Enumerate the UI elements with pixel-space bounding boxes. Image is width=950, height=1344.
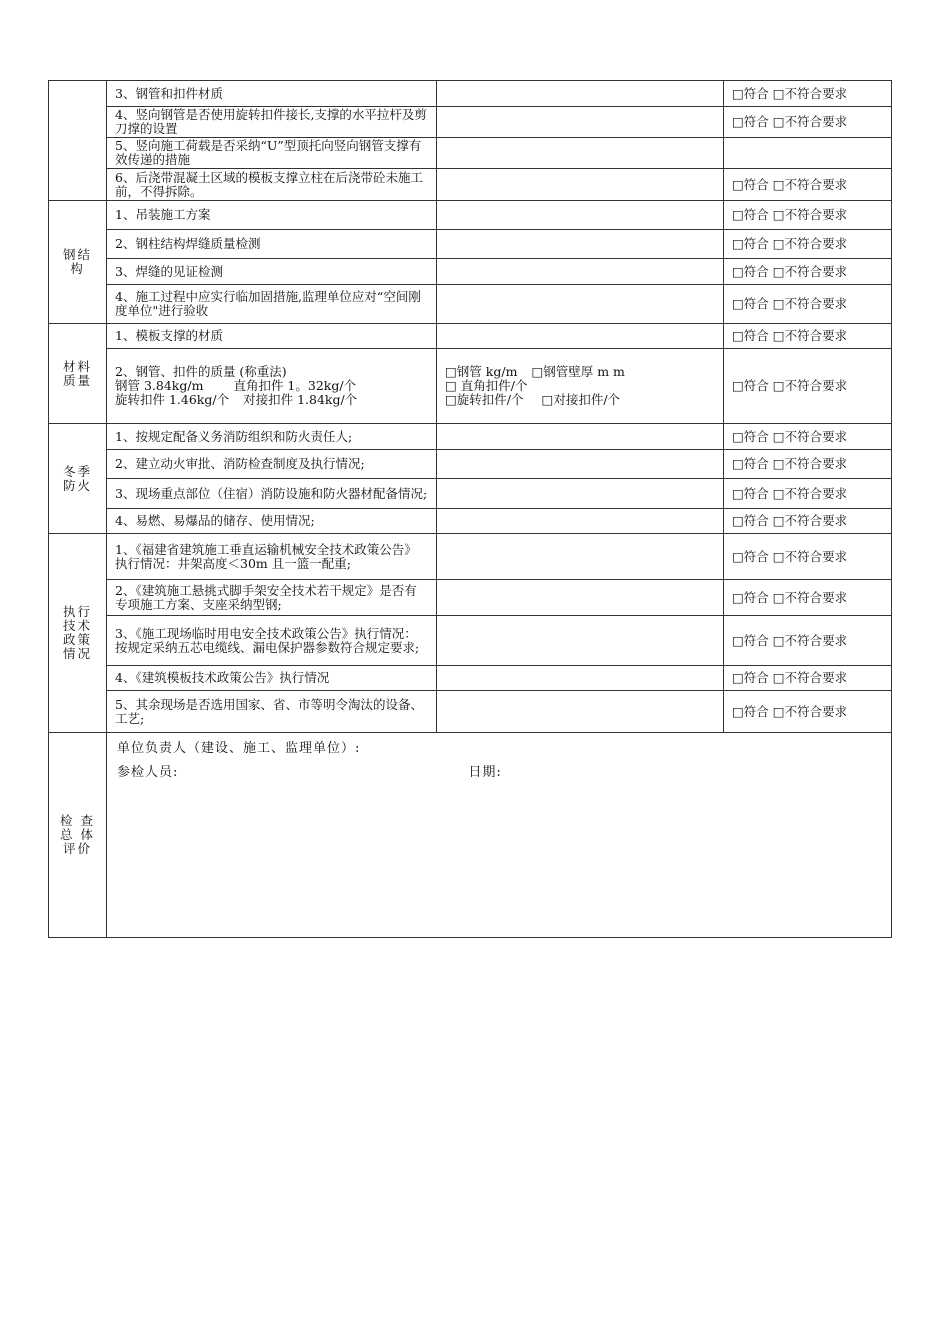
table-row bbox=[49, 259, 892, 285]
item-cell: 4、竖向钢管是否使用旋转扣件接长,支撑的水平拉杆及剪刀撑的设置 bbox=[107, 107, 437, 138]
result-checkbox[interactable]: □符合 □不符合要求 bbox=[724, 285, 892, 324]
item-cell: 5、竖向施工荷载是否采纳“U”型顶托向竖向钢管支撑有效传递的措施 bbox=[107, 138, 437, 169]
record-cell[interactable] bbox=[437, 509, 724, 534]
category-label-steel: 钢结构 bbox=[49, 201, 107, 324]
table-row bbox=[49, 424, 892, 450]
spec-butt-clamp: 对接扣件 1.84kg/个 bbox=[243, 392, 358, 407]
item-cell: 2、建立动火审批、消防检查制度及执行情况; bbox=[107, 450, 437, 479]
weighing-record-cell bbox=[437, 349, 724, 424]
swivel-clamp-checkbox[interactable]: □旋转扣件/个 bbox=[445, 392, 524, 407]
record-cell[interactable] bbox=[437, 580, 724, 616]
result-checkbox[interactable]: □符合 □不符合要求 bbox=[724, 169, 892, 201]
result-checkbox[interactable]: □符合 □不符合要求 bbox=[724, 534, 892, 580]
pipe-thickness-checkbox[interactable]: □钢管壁厚 m m bbox=[531, 364, 625, 379]
spec-swivel-clamp: 旋转扣件 1.46kg/个 bbox=[115, 392, 230, 407]
result-checkbox[interactable]: □符合 □不符合要求 bbox=[724, 616, 892, 666]
record-cell[interactable] bbox=[437, 450, 724, 479]
table-row bbox=[49, 509, 892, 534]
item-cell: 3、现场重点部位（住宿）消防设施和防火器材配备情况; bbox=[107, 479, 437, 509]
result-checkbox[interactable]: □符合 □不符合要求 bbox=[724, 509, 892, 534]
category-label-policy: 执行技术政策情况 bbox=[49, 534, 107, 733]
result-checkbox[interactable]: □符合 □不符合要求 bbox=[724, 580, 892, 616]
table-row bbox=[49, 733, 892, 938]
item-cell: 1、模板支撑的材质 bbox=[107, 324, 437, 349]
item-cell: 2、钢柱结构焊缝质量检测 bbox=[107, 230, 437, 259]
table-row bbox=[49, 349, 892, 424]
overall-evaluation-cell[interactable] bbox=[107, 733, 892, 938]
record-line bbox=[445, 365, 715, 379]
table-row bbox=[49, 201, 892, 230]
result-checkbox[interactable]: □符合 □不符合要求 bbox=[724, 349, 892, 424]
record-cell[interactable] bbox=[437, 81, 724, 107]
result-checkbox[interactable] bbox=[724, 138, 892, 169]
responsible-person-label: 单位负责人（建设、施工、监理单位）: bbox=[117, 741, 361, 756]
butt-clamp-checkbox[interactable]: □对接扣件/个 bbox=[541, 392, 621, 407]
record-cell[interactable] bbox=[437, 534, 724, 580]
item-line bbox=[115, 393, 428, 407]
date-label: 日期: bbox=[468, 765, 502, 780]
result-checkbox[interactable]: □符合 □不符合要求 bbox=[724, 201, 892, 230]
table-row bbox=[49, 534, 892, 580]
item-line bbox=[115, 379, 428, 393]
record-cell[interactable] bbox=[437, 259, 724, 285]
spec-pipe: 钢管 3.84kg/m bbox=[115, 378, 204, 393]
result-checkbox[interactable]: □符合 □不符合要求 bbox=[724, 450, 892, 479]
item-cell: 3、《施工现场临时用电安全技术政策公告》执行情况：按规定采纳五芯电缆线、漏电保护器参数符合规定要求; bbox=[107, 616, 437, 666]
table-row bbox=[49, 479, 892, 509]
table-row bbox=[49, 107, 892, 138]
item-cell: 4、易燃、易爆品的储存、使用情况; bbox=[107, 509, 437, 534]
table-row bbox=[49, 666, 892, 691]
item-cell: 3、钢管和扣件材质 bbox=[107, 81, 437, 107]
record-cell[interactable] bbox=[437, 285, 724, 324]
record-cell[interactable] bbox=[437, 201, 724, 230]
result-checkbox[interactable]: □符合 □不符合要求 bbox=[724, 230, 892, 259]
category-label-fire: 冬季防火 bbox=[49, 424, 107, 534]
item-cell: 4、施工过程中应实行临加固措施,监理单位应对“空间刚度单位"进行验收 bbox=[107, 285, 437, 324]
record-cell[interactable] bbox=[437, 107, 724, 138]
right-angle-clamp-checkbox[interactable]: □ 直角扣件/个 bbox=[445, 378, 528, 393]
result-checkbox[interactable]: □符合 □不符合要求 bbox=[724, 666, 892, 691]
category-cell-formwork bbox=[49, 81, 107, 201]
item-cell: 3、焊缝的见证检测 bbox=[107, 259, 437, 285]
table-row bbox=[49, 450, 892, 479]
result-checkbox[interactable]: □符合 □不符合要求 bbox=[724, 324, 892, 349]
record-cell[interactable] bbox=[437, 169, 724, 201]
record-cell[interactable] bbox=[437, 138, 724, 169]
table-row bbox=[49, 616, 892, 666]
result-checkbox[interactable]: □符合 □不符合要求 bbox=[724, 424, 892, 450]
record-cell[interactable] bbox=[437, 616, 724, 666]
spec-right-angle-clamp: 直角扣件 1。32kg/个 bbox=[233, 378, 357, 393]
item-cell: 1、按规定配备义务消防组织和防火责任人; bbox=[107, 424, 437, 450]
table-row bbox=[49, 285, 892, 324]
item-cell: 1、《福建省建筑施工垂直运输机械安全技术政策公告》执行情况：井架高度＜30m 且一篮一配重; bbox=[107, 534, 437, 580]
item-line: 2、钢管、扣件的质量 (称重法) bbox=[115, 364, 287, 379]
pipe-weight-checkbox[interactable]: □钢管 kg/m bbox=[445, 364, 518, 379]
item-cell: 6、后浇带混凝土区域的模板支撑立柱在后浇带砼未施工前，不得拆除。 bbox=[107, 169, 437, 201]
record-cell[interactable] bbox=[437, 230, 724, 259]
record-cell[interactable] bbox=[437, 479, 724, 509]
table-row bbox=[49, 324, 892, 349]
result-checkbox[interactable]: □符合 □不符合要求 bbox=[724, 259, 892, 285]
item-cell: 1、吊装施工方案 bbox=[107, 201, 437, 230]
category-label-overall: 检 查 总 体 评价 bbox=[49, 733, 107, 938]
record-cell[interactable] bbox=[437, 424, 724, 450]
record-cell[interactable] bbox=[437, 324, 724, 349]
record-cell[interactable] bbox=[437, 691, 724, 733]
record-line bbox=[445, 379, 715, 393]
table-row bbox=[49, 580, 892, 616]
record-line bbox=[445, 393, 715, 407]
record-cell[interactable] bbox=[437, 666, 724, 691]
inspectors-line bbox=[117, 761, 881, 785]
item-cell: 2、《建筑施工悬挑式脚手架安全技术若干规定》是否有专项施工方案、支座采纳型钢; bbox=[107, 580, 437, 616]
table-row bbox=[49, 169, 892, 201]
result-checkbox[interactable]: □符合 □不符合要求 bbox=[724, 107, 892, 138]
category-label-material: 材料质量 bbox=[49, 324, 107, 424]
table-row bbox=[49, 138, 892, 169]
table-row bbox=[49, 81, 892, 107]
result-checkbox[interactable]: □符合 □不符合要求 bbox=[724, 81, 892, 107]
table-row bbox=[49, 691, 892, 733]
result-checkbox[interactable]: □符合 □不符合要求 bbox=[724, 479, 892, 509]
item-cell: 4、《建筑模板技术政策公告》执行情况 bbox=[107, 666, 437, 691]
inspection-table bbox=[48, 80, 892, 938]
result-checkbox[interactable]: □符合 □不符合要求 bbox=[724, 691, 892, 733]
item-cell: 5、其余现场是否选用国家、省、市等明令淘汰的设备、工艺; bbox=[107, 691, 437, 733]
table-row bbox=[49, 230, 892, 259]
item-cell-weighing bbox=[107, 349, 437, 424]
inspectors-label: 参检人员: bbox=[117, 765, 179, 780]
